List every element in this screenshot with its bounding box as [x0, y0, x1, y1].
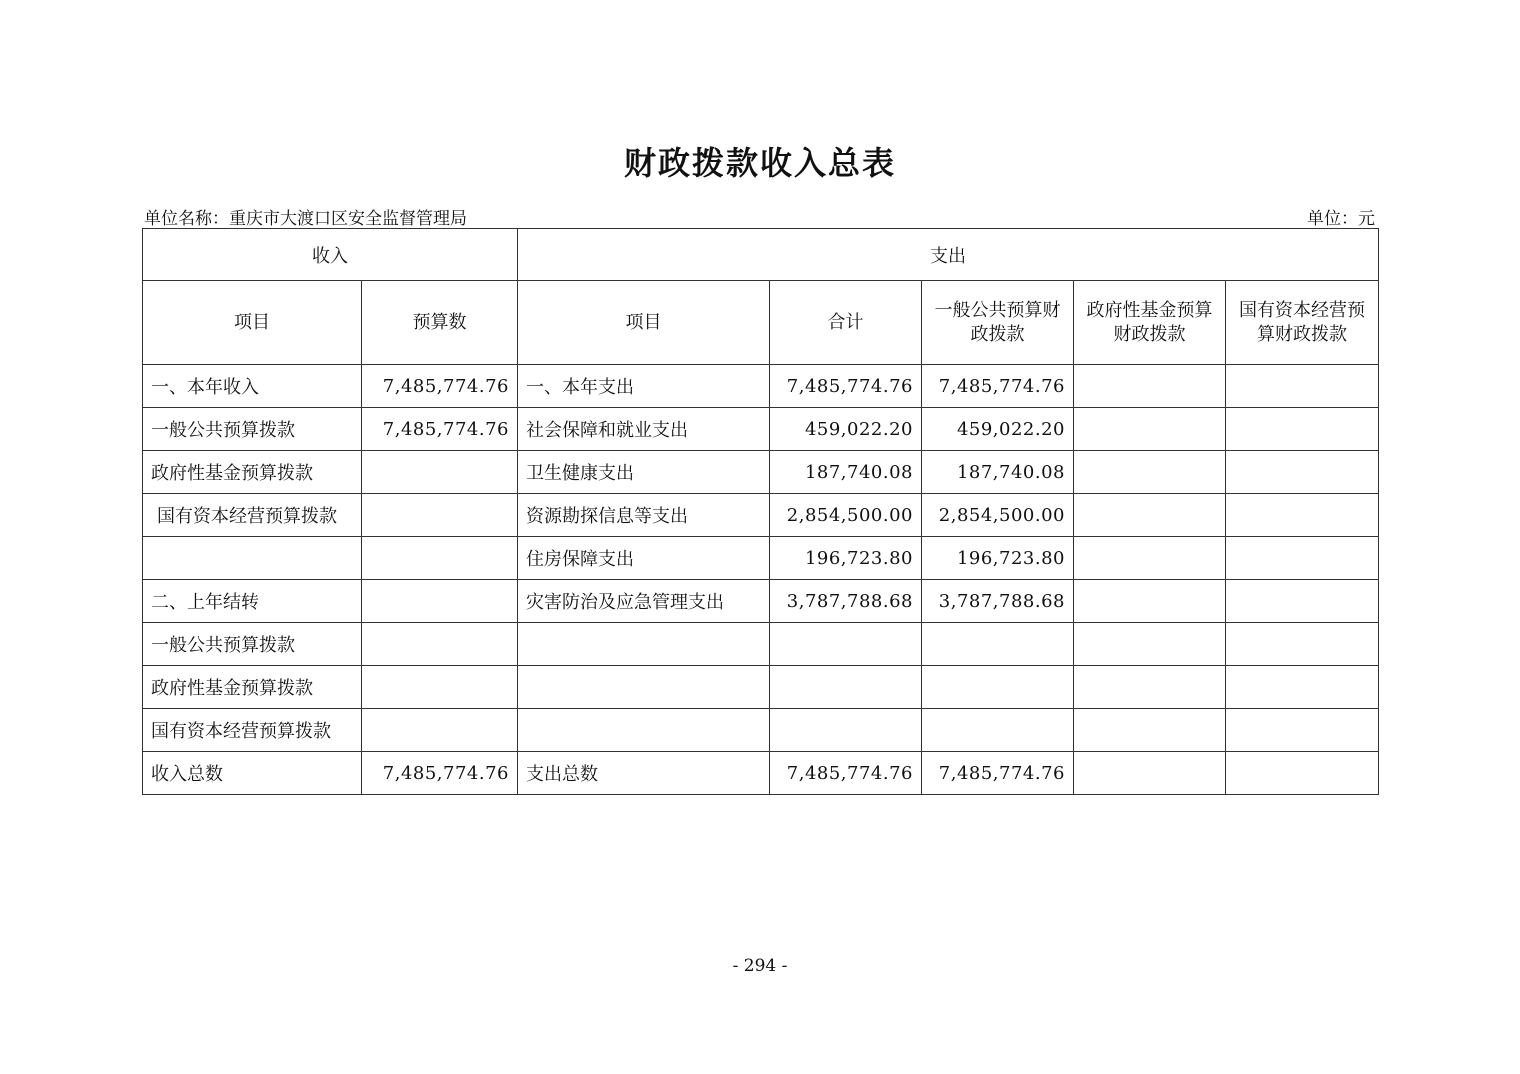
expense-total-cell: 2,854,500.00: [770, 494, 922, 537]
state-capital-cell: [1226, 623, 1379, 666]
expense-total-header: 合计: [770, 281, 922, 365]
expense-item-cell: [518, 623, 770, 666]
expense-item-cell: 灾害防治及应急管理支出: [518, 580, 770, 623]
gov-fund-cell: [1074, 451, 1226, 494]
income-amount-cell: 7,485,774.76: [362, 752, 518, 795]
income-amount-cell: [362, 666, 518, 709]
income-item-cell: 收入总数: [143, 752, 362, 795]
income-item-cell: 二、上年结转: [143, 580, 362, 623]
general-budget-cell: [922, 709, 1074, 752]
expense-total-cell: 459,022.20: [770, 408, 922, 451]
state-capital-cell: [1226, 365, 1379, 408]
income-amount-cell: [362, 580, 518, 623]
expense-total-cell: 3,787,788.68: [770, 580, 922, 623]
income-item-cell: [143, 537, 362, 580]
income-item-header: 项目: [143, 281, 362, 365]
income-amount-cell: 7,485,774.76: [362, 365, 518, 408]
gov-fund-cell: [1074, 365, 1226, 408]
income-amount-cell: [362, 451, 518, 494]
state-capital-cell: [1226, 494, 1379, 537]
expense-total-cell: 187,740.08: [770, 451, 922, 494]
expense-group-header: 支出: [518, 229, 1379, 281]
expense-item-cell: [518, 666, 770, 709]
state-capital-cell: [1226, 666, 1379, 709]
state-capital-cell: [1226, 709, 1379, 752]
income-amount-cell: [362, 709, 518, 752]
page-title: 财政拨款收入总表: [623, 144, 896, 182]
table-row: [143, 580, 1379, 623]
state-capital-cell: [1226, 451, 1379, 494]
general-budget-cell: 3,787,788.68: [922, 580, 1074, 623]
general-budget-cell: 196,723.80: [922, 537, 1074, 580]
currency-unit-label: 单位：元: [1307, 209, 1375, 229]
table-row: [143, 365, 1379, 408]
state-capital-cell: [1226, 537, 1379, 580]
page-number: - 294 -: [732, 956, 788, 976]
income-item-cell: 国有资本经营预算拨款: [143, 709, 362, 752]
header-row-group: [143, 229, 1379, 281]
gov-fund-header: 政府性基金预算财政拨款: [1074, 281, 1226, 365]
expense-item-cell: 支出总数: [518, 752, 770, 795]
general-budget-header: 一般公共预算财政拨款: [922, 281, 1074, 365]
general-budget-cell: [922, 666, 1074, 709]
expense-item-cell: 卫生健康支出: [518, 451, 770, 494]
income-amount-cell: [362, 623, 518, 666]
expense-total-cell: [770, 709, 922, 752]
gov-fund-cell: [1074, 537, 1226, 580]
gov-fund-cell: [1074, 709, 1226, 752]
income-item-cell: 一般公共预算拨款: [143, 408, 362, 451]
unit-name-label: 单位名称：重庆市大渡口区安全监督管理局: [144, 209, 467, 229]
income-amount-cell: [362, 537, 518, 580]
gov-fund-cell: [1074, 666, 1226, 709]
general-budget-cell: 187,740.08: [922, 451, 1074, 494]
income-item-cell: 国有资本经营预算拨款: [143, 494, 362, 537]
general-budget-cell: 7,485,774.76: [922, 752, 1074, 795]
income-budget-header: 预算数: [362, 281, 518, 365]
expense-item-cell: [518, 709, 770, 752]
income-item-cell: 一、本年收入: [143, 365, 362, 408]
table-row: [143, 709, 1379, 752]
general-budget-cell: 2,854,500.00: [922, 494, 1074, 537]
table-row: [143, 451, 1379, 494]
table-row: [143, 537, 1379, 580]
header-row-columns: [143, 281, 1379, 365]
expense-item-header: 项目: [518, 281, 770, 365]
income-item-cell: 一般公共预算拨款: [143, 623, 362, 666]
expense-item-cell: 社会保障和就业支出: [518, 408, 770, 451]
expense-item-cell: 一、本年支出: [518, 365, 770, 408]
expense-total-cell: 7,485,774.76: [770, 752, 922, 795]
table-row: [143, 408, 1379, 451]
state-capital-cell: [1226, 752, 1379, 795]
gov-fund-cell: [1074, 623, 1226, 666]
general-budget-cell: [922, 623, 1074, 666]
expense-item-cell: 资源勘探信息等支出: [518, 494, 770, 537]
expense-total-cell: 7,485,774.76: [770, 365, 922, 408]
general-budget-cell: 459,022.20: [922, 408, 1074, 451]
appropriation-income-table: [142, 228, 1379, 795]
gov-fund-cell: [1074, 408, 1226, 451]
expense-item-cell: 住房保障支出: [518, 537, 770, 580]
expense-total-cell: 196,723.80: [770, 537, 922, 580]
table-row: [143, 494, 1379, 537]
state-capital-header: 国有资本经营预算财政拨款: [1226, 281, 1379, 365]
income-amount-cell: 7,485,774.76: [362, 408, 518, 451]
gov-fund-cell: [1074, 752, 1226, 795]
table-row: [143, 623, 1379, 666]
state-capital-cell: [1226, 580, 1379, 623]
expense-total-cell: [770, 623, 922, 666]
expense-total-cell: [770, 666, 922, 709]
income-item-cell: 政府性基金预算拨款: [143, 666, 362, 709]
state-capital-cell: [1226, 408, 1379, 451]
income-amount-cell: [362, 494, 518, 537]
table-row: [143, 666, 1379, 709]
gov-fund-cell: [1074, 494, 1226, 537]
table-row: [143, 752, 1379, 795]
income-item-cell: 政府性基金预算拨款: [143, 451, 362, 494]
income-group-header: 收入: [143, 229, 518, 281]
gov-fund-cell: [1074, 580, 1226, 623]
general-budget-cell: 7,485,774.76: [922, 365, 1074, 408]
